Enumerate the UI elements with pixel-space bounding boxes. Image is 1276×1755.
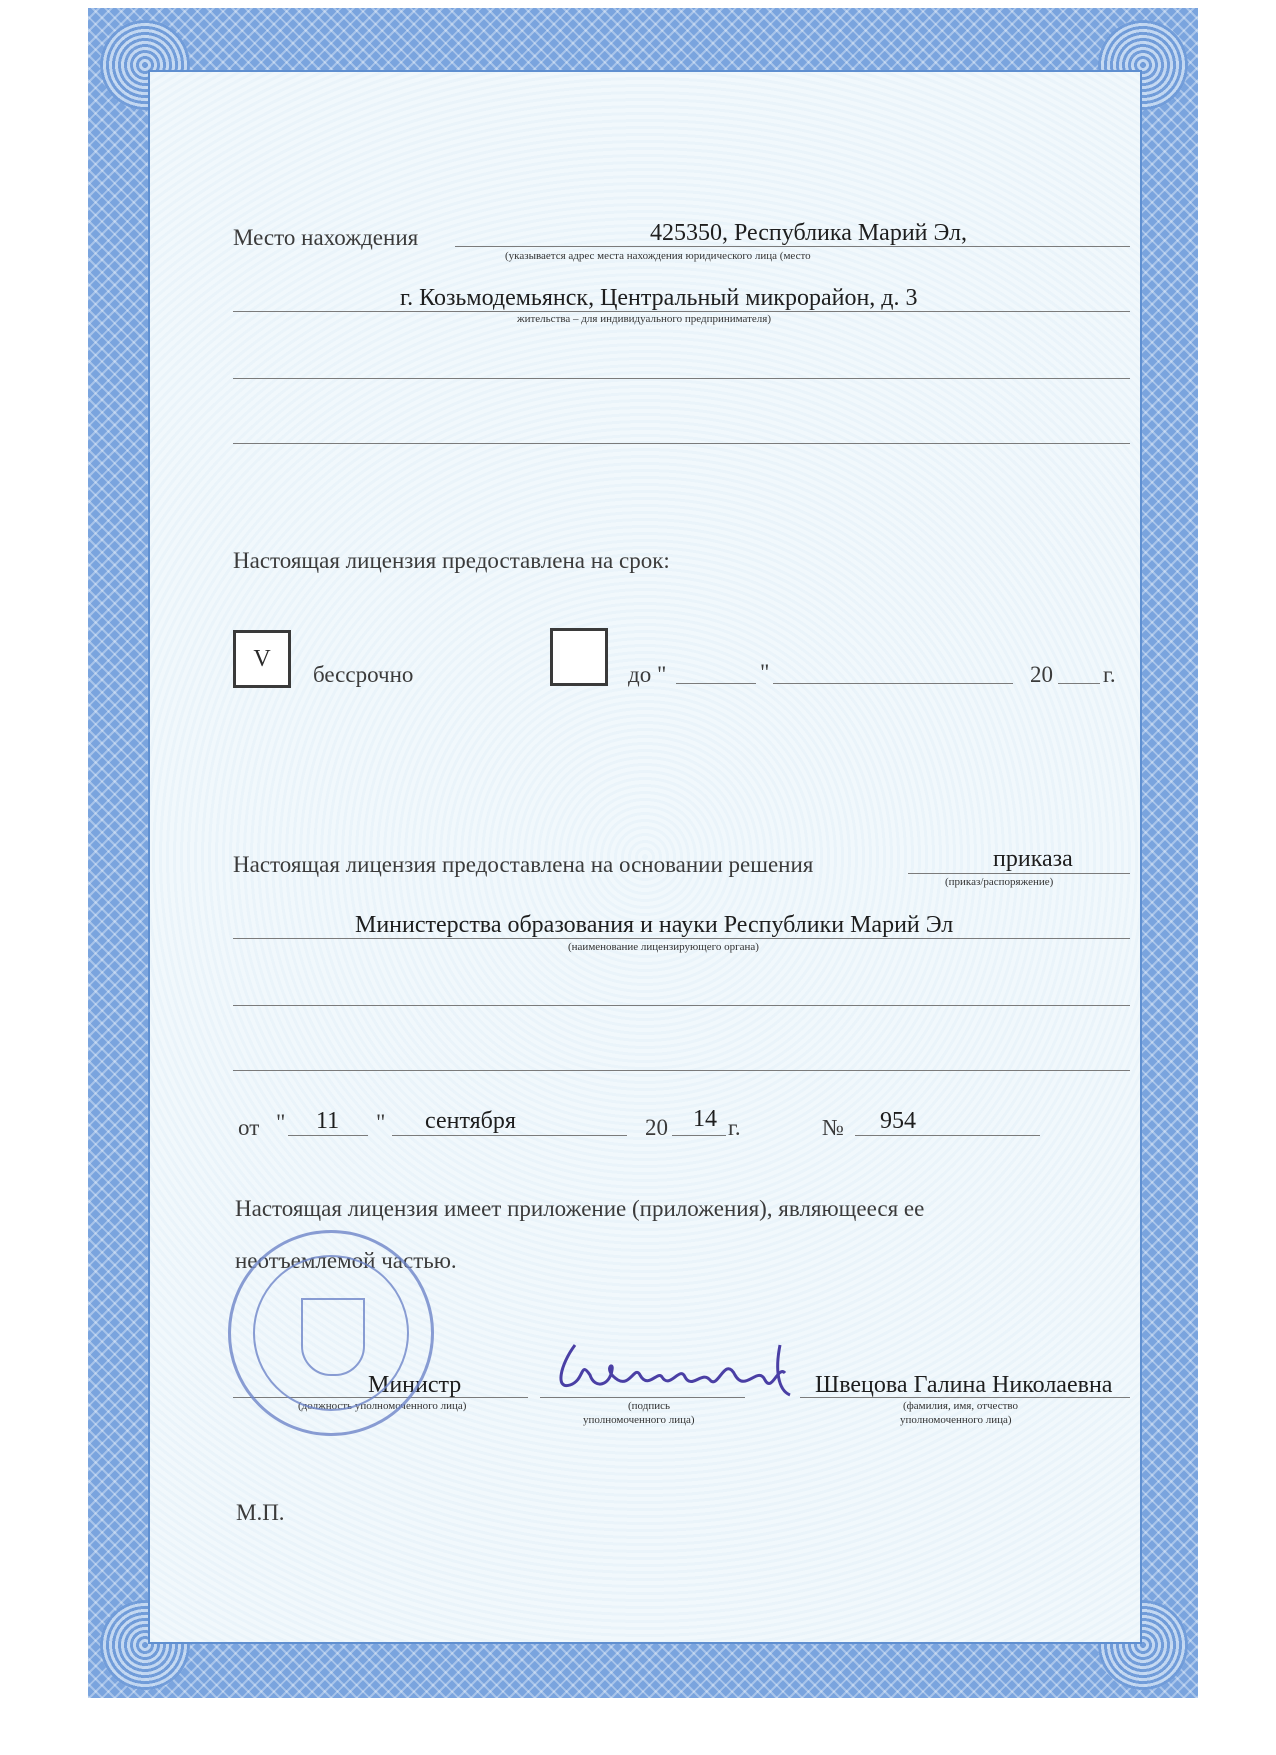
- blank-line: [233, 378, 1130, 379]
- quote-mark: ": [376, 1110, 386, 1135]
- date-day: 11: [316, 1108, 340, 1134]
- basis-label: Настоящая лицензия предоставлена на основании решения: [233, 852, 814, 877]
- location-hint2: жительства – для индивидуального предпринимателя): [517, 313, 771, 325]
- until-quote: ": [760, 660, 770, 685]
- name-hint1: (фамилия, имя, отчество: [903, 1400, 1019, 1412]
- blank-line: [233, 1005, 1130, 1006]
- location-line1: 425350, Республика Марий Эл,: [650, 220, 968, 246]
- quote-mark: ": [276, 1110, 286, 1135]
- license-number: 954: [880, 1108, 916, 1134]
- date-month: сентября: [425, 1108, 516, 1134]
- number-sign: №: [822, 1115, 844, 1140]
- location-line2: г. Козьмодемьянск, Центральный микрорайон, д. 3: [400, 285, 918, 311]
- appendix-line2: неотъемлемой частью.: [235, 1248, 457, 1273]
- signer-name: Швецова Галина Николаевна: [815, 1372, 1113, 1398]
- basis-value: приказа: [993, 846, 1073, 872]
- year-prefix: 20: [1030, 662, 1053, 687]
- until-prefix: до ": [628, 662, 667, 687]
- official-seal: [228, 1230, 434, 1436]
- until-checkbox: [550, 628, 608, 686]
- handwritten-signature: [540, 1335, 810, 1410]
- unlimited-label: бессрочно: [313, 662, 414, 687]
- date-year: 14: [693, 1106, 717, 1132]
- authority: Министерства образования и науки Республики Марий Эл: [355, 912, 954, 938]
- blank-line: [233, 1070, 1130, 1071]
- year-suffix: г.: [1103, 662, 1116, 687]
- date-from: от: [238, 1115, 260, 1140]
- blank-line: [233, 443, 1130, 444]
- position-hint: (должность уполномоченного лица): [298, 1400, 467, 1412]
- signer-position: Министр: [368, 1372, 462, 1398]
- basis-hint: (приказ/распоряжение): [945, 876, 1054, 888]
- sign-hint1: (подпись: [628, 1400, 671, 1412]
- stamp-place: М.П.: [236, 1500, 285, 1525]
- authority-hint: (наименование лицензирующего органа): [568, 941, 759, 953]
- sign-hint2: уполномоченного лица): [583, 1414, 695, 1426]
- term-label: Настоящая лицензия предоставлена на срок:: [233, 548, 670, 573]
- unlimited-checkbox: V: [233, 630, 291, 688]
- date-year-prefix: 20: [645, 1115, 668, 1140]
- appendix-line1: Настоящая лицензия имеет приложение (приложения), являющееся ее: [235, 1196, 925, 1221]
- date-year-suffix: г.: [728, 1115, 741, 1140]
- name-hint2: уполномоченного лица): [900, 1414, 1012, 1426]
- location-label: Место нахождения: [233, 225, 419, 250]
- location-hint1: (указывается адрес места нахождения юридического лица (место: [505, 250, 811, 262]
- coat-of-arms-icon: [301, 1298, 365, 1376]
